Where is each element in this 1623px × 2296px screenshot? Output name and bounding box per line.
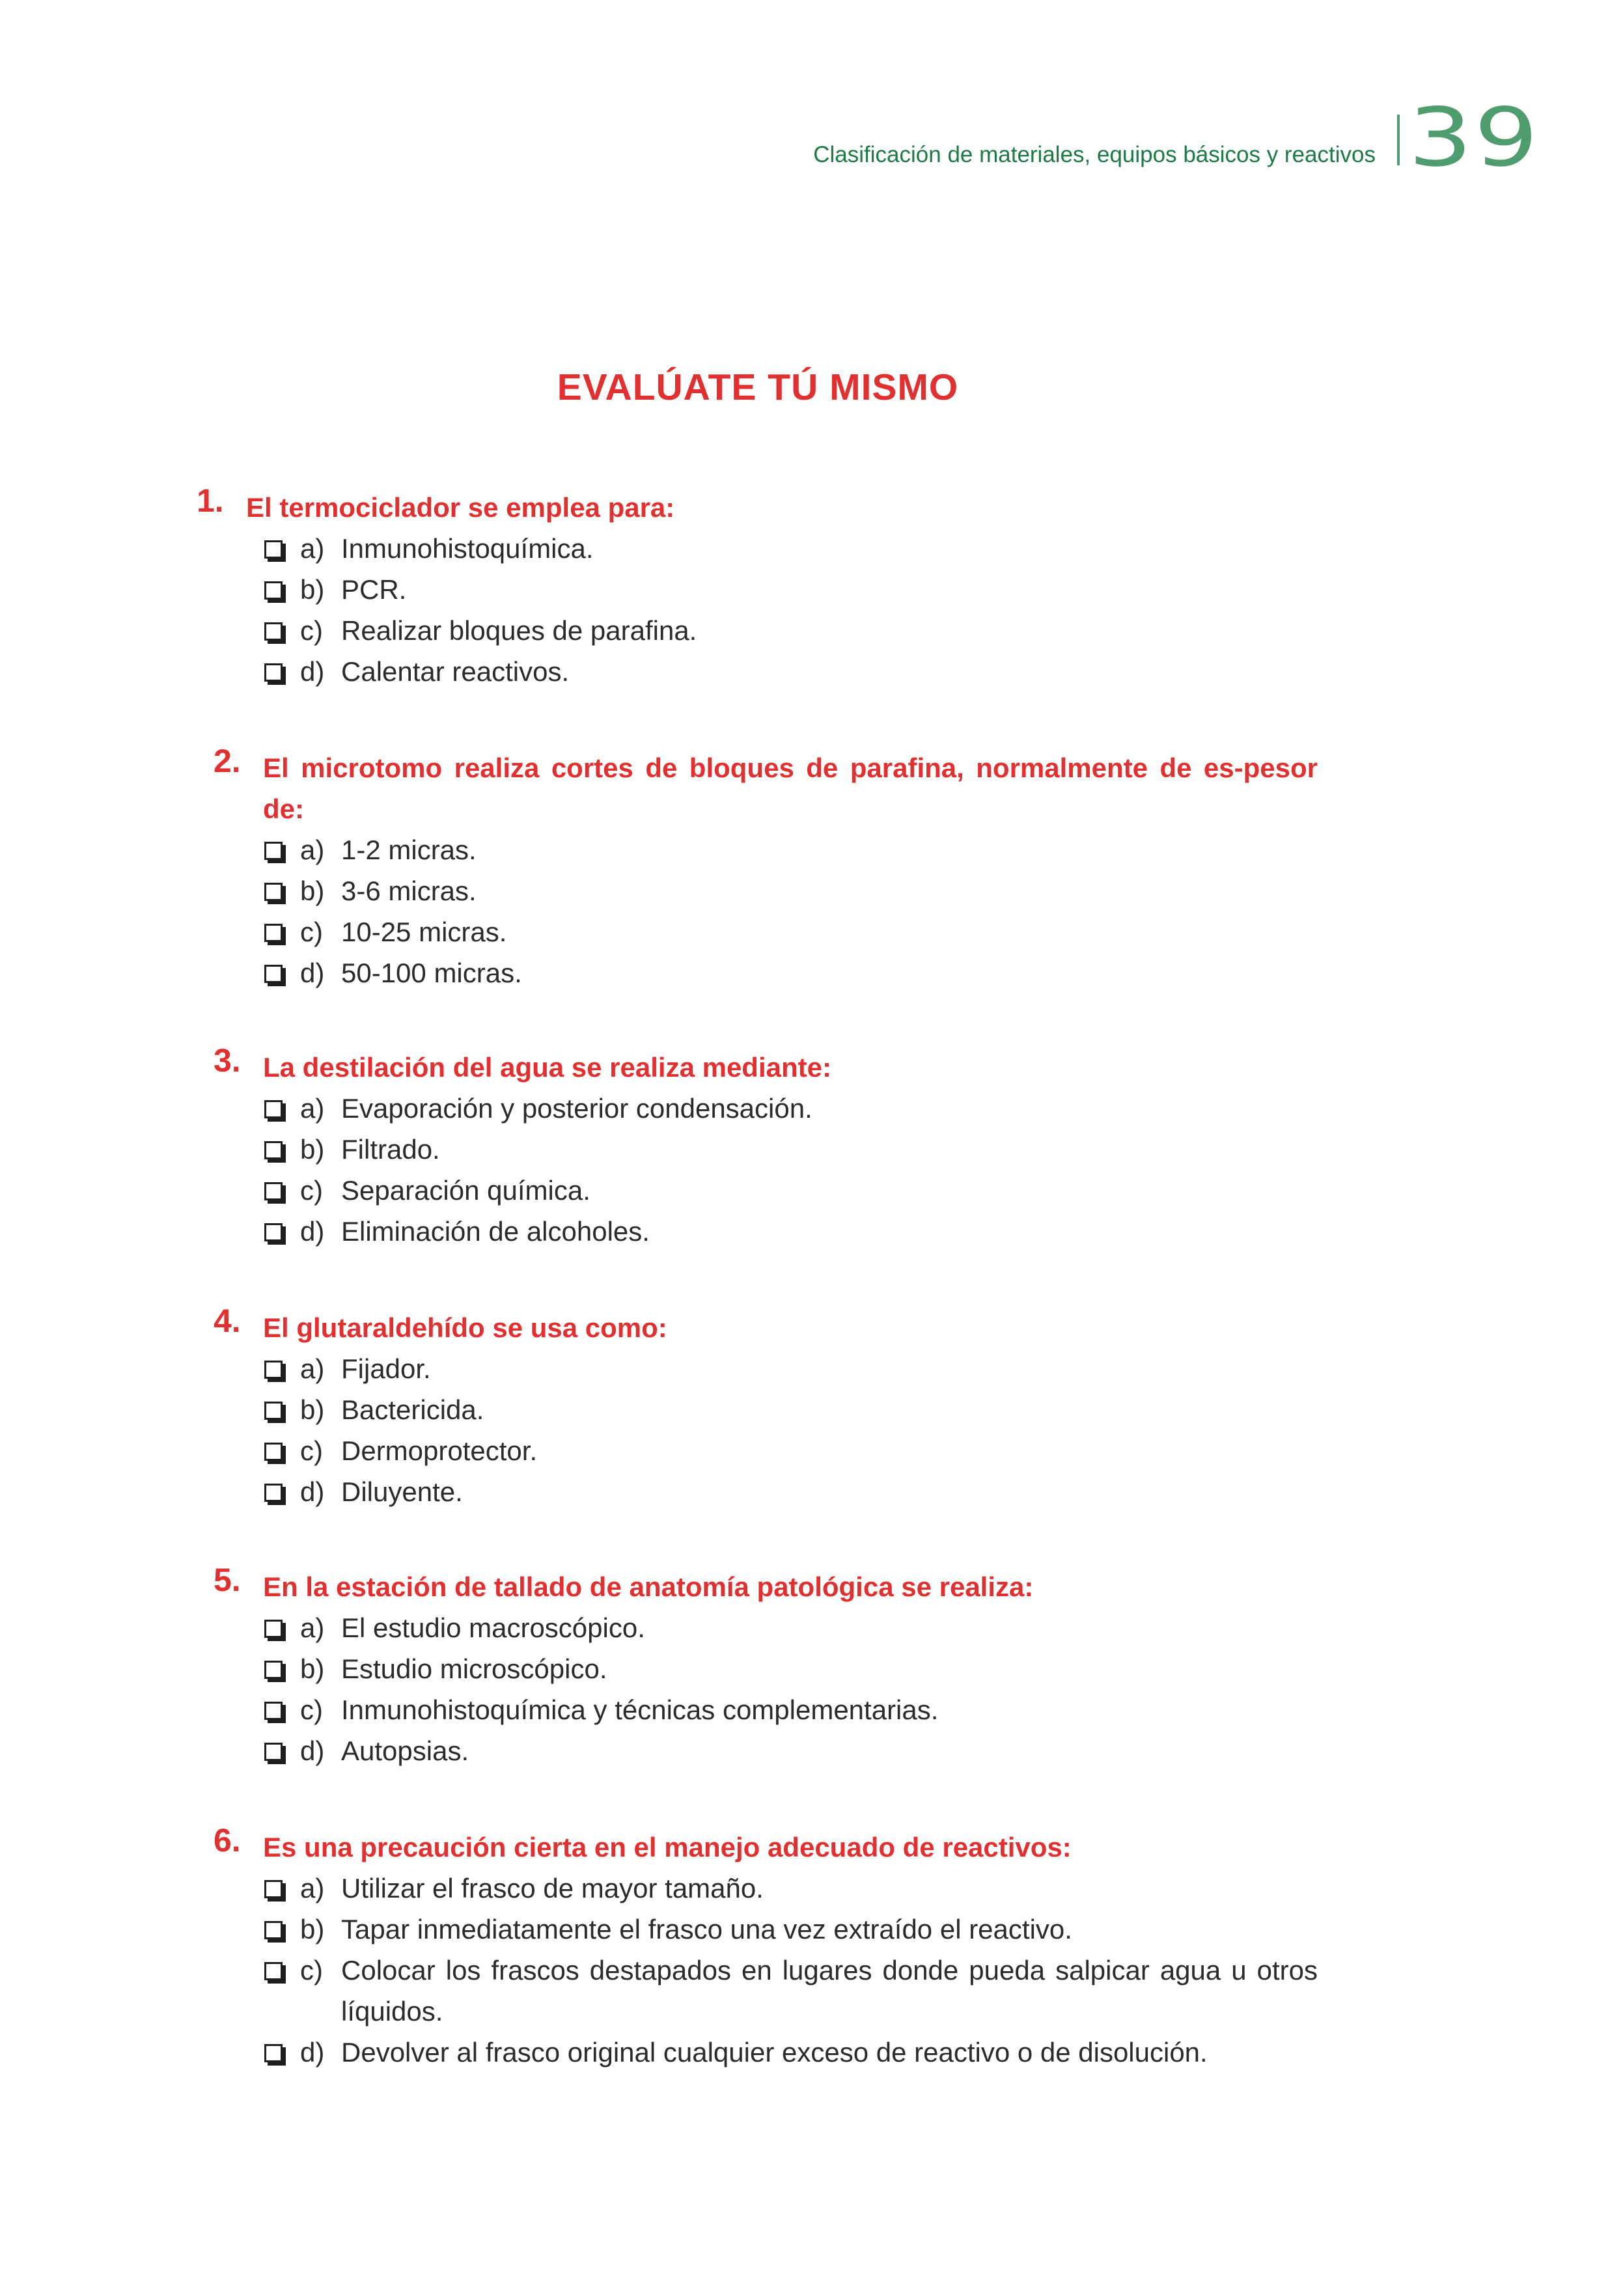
option-letter: b) (300, 1134, 325, 1165)
option-text: Diluyente. (341, 1476, 463, 1507)
option-a[interactable] (263, 1088, 1318, 1129)
option-list (263, 1088, 1318, 1252)
checkbox[interactable] (264, 2044, 283, 2062)
question-5 (214, 1562, 1318, 1771)
question-text: En la estación de tallado de anatomía patológica se realiza: (263, 1571, 1034, 1602)
checkbox[interactable] (264, 1443, 283, 1461)
checkbox[interactable] (264, 965, 283, 983)
option-text: Autopsias. (341, 1736, 469, 1766)
option-text: Inmunohistoquímica. (341, 533, 594, 564)
option-c[interactable] (263, 911, 1318, 952)
option-text: El estudio macroscópico. (341, 1612, 645, 1643)
option-c[interactable] (263, 1170, 1318, 1211)
checkbox[interactable] (264, 663, 283, 682)
checkbox[interactable] (264, 924, 283, 942)
option-letter: d) (300, 1736, 325, 1766)
option-letter: d) (300, 1216, 325, 1247)
question-number: 4. (214, 1303, 241, 1339)
question-number: 1. (197, 482, 224, 519)
option-letter: d) (300, 656, 325, 687)
option-letter: d) (300, 958, 325, 988)
option-letter: c) (300, 917, 323, 947)
option-letter: a) (300, 1873, 325, 1903)
checkbox[interactable] (264, 1962, 283, 1980)
checkbox[interactable] (264, 581, 283, 600)
question-4 (214, 1303, 1318, 1512)
option-letter: c) (300, 1435, 323, 1466)
option-list (263, 829, 1318, 993)
option-letter: b) (300, 1394, 325, 1425)
checkbox[interactable] (264, 1880, 283, 1898)
option-list (263, 528, 1301, 692)
question-number: 3. (214, 1042, 241, 1079)
option-letter: b) (300, 1653, 325, 1684)
option-letter: a) (300, 1353, 325, 1384)
option-a[interactable] (263, 1868, 1318, 1909)
question-text: La destilación del agua se realiza mediante: (263, 1052, 831, 1083)
question-text: El microtomo realiza cortes de bloques de parafina, normalmente de es-pesor de: (263, 753, 1318, 824)
option-letter: c) (300, 1955, 323, 1985)
option-list (263, 1868, 1318, 2073)
option-letter: a) (300, 835, 325, 865)
option-list (263, 1607, 1318, 1771)
checkbox[interactable] (264, 1182, 283, 1200)
checkbox[interactable] (264, 1921, 283, 1939)
option-b[interactable] (263, 1648, 1318, 1689)
checkbox[interactable] (264, 1661, 283, 1679)
option-letter: c) (300, 615, 323, 646)
checkbox[interactable] (264, 1223, 283, 1241)
question-number: 2. (214, 743, 241, 779)
option-text: Evaporación y posterior condensación. (341, 1093, 812, 1124)
option-text: 10-25 micras. (341, 917, 507, 947)
question-text: El glutaraldehído se usa como: (263, 1312, 667, 1343)
option-letter: d) (300, 2037, 325, 2068)
option-list (263, 1348, 1318, 1512)
option-d[interactable] (263, 2032, 1318, 2073)
option-text: Colocar los frascos destapados en lugares donde pueda salpicar agua u otros líquidos. (341, 1955, 1318, 2026)
option-text: 1-2 micras. (341, 835, 477, 865)
option-a[interactable] (263, 1607, 1318, 1648)
checkbox[interactable] (264, 1361, 283, 1379)
option-text: Bactericida. (341, 1394, 484, 1425)
option-b[interactable] (263, 1129, 1318, 1170)
checkbox[interactable] (264, 1484, 283, 1502)
option-d[interactable] (263, 651, 1301, 692)
checkbox[interactable] (264, 1702, 283, 1720)
checkbox[interactable] (264, 622, 283, 641)
question-number: 5. (214, 1562, 241, 1598)
option-text: 3-6 micras. (341, 876, 477, 906)
option-letter: a) (300, 1612, 325, 1643)
page-heading: EVALÚATE TÚ MISMO (557, 367, 959, 408)
option-d[interactable] (263, 952, 1318, 993)
option-text: Calentar reactivos. (341, 656, 570, 687)
option-b[interactable] (263, 870, 1318, 911)
running-header-title: Clasificación de materiales, equipos básicos y reactivos (813, 142, 1376, 167)
option-d[interactable] (263, 1471, 1318, 1512)
option-text: Eliminación de alcoholes. (341, 1216, 650, 1247)
question-2 (214, 743, 1318, 993)
checkbox[interactable] (264, 1141, 283, 1159)
question-text: El termociclador se emplea para: (246, 492, 675, 523)
option-text: Devolver al frasco original cualquier exceso de reactivo o de disolución. (341, 2037, 1208, 2068)
checkbox[interactable] (264, 883, 283, 901)
option-letter: c) (300, 1694, 323, 1725)
option-c[interactable] (263, 610, 1301, 651)
option-text: Fijador. (341, 1353, 431, 1384)
option-letter: b) (300, 876, 325, 906)
option-letter: c) (300, 1175, 323, 1206)
option-text: Tapar inmediatamente el frasco una vez extraído el reactivo. (341, 1914, 1072, 1944)
question-number: 6. (214, 1822, 241, 1859)
option-text: 50-100 micras. (341, 958, 522, 988)
question-3 (214, 1042, 1318, 1252)
checkbox[interactable] (264, 1620, 283, 1638)
option-c[interactable] (263, 1430, 1318, 1471)
checkbox[interactable] (264, 1743, 283, 1761)
option-text: Realizar bloques de parafina. (341, 615, 697, 646)
option-text: Utilizar el frasco de mayor tamaño. (341, 1873, 764, 1903)
option-text: PCR. (341, 574, 407, 605)
question-text: Es una precaución cierta en el manejo adecuado de reactivos: (263, 1832, 1072, 1862)
option-letter: a) (300, 533, 325, 564)
checkbox[interactable] (264, 1100, 283, 1118)
question-6 (214, 1822, 1318, 2073)
page-number: 39 (1408, 91, 1540, 185)
option-b[interactable] (263, 1389, 1318, 1430)
option-d[interactable] (263, 1211, 1318, 1252)
option-text: Filtrado. (341, 1134, 440, 1165)
option-b[interactable] (263, 569, 1301, 610)
option-text: Separación química. (341, 1175, 590, 1206)
option-d[interactable] (263, 1730, 1318, 1771)
option-text: Inmunohistoquímica y técnicas complementarias. (341, 1694, 939, 1725)
option-a[interactable] (263, 1348, 1318, 1389)
option-a[interactable] (263, 829, 1318, 870)
header-divider (1397, 115, 1400, 165)
option-b[interactable] (263, 1909, 1318, 1950)
option-letter: d) (300, 1476, 325, 1507)
option-text: Dermoprotector. (341, 1435, 538, 1466)
option-c[interactable] (263, 1950, 1318, 2032)
checkbox[interactable] (264, 842, 283, 860)
option-letter: b) (300, 1914, 325, 1944)
checkbox[interactable] (264, 1402, 283, 1420)
option-c[interactable] (263, 1689, 1318, 1730)
option-letter: a) (300, 1093, 325, 1124)
checkbox[interactable] (264, 540, 283, 559)
option-a[interactable] (263, 528, 1301, 569)
option-letter: b) (300, 574, 325, 605)
question-1 (197, 482, 1301, 692)
option-text: Estudio microscópico. (341, 1653, 607, 1684)
